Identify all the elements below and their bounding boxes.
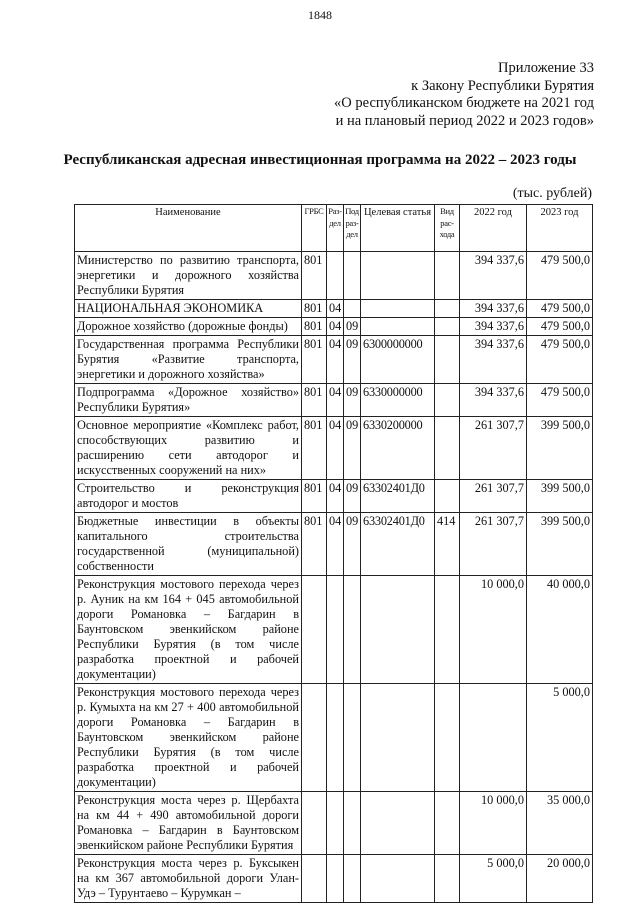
units-label: (тыс. рублей) xyxy=(512,186,592,201)
cell-year-2023: 40 000,0 xyxy=(527,576,593,684)
cell-expense-type xyxy=(435,576,460,684)
cell-name: Реконструкция моста через р. Буксыкен на км 367 автомобильной дороги Улан-Удэ – Турунтаево – Курумкан – xyxy=(75,855,302,903)
cell-expense-type xyxy=(435,417,460,480)
cell-year-2023: 399 500,0 xyxy=(527,480,593,513)
header-name: Наименование xyxy=(75,205,302,252)
appendix-line-2: к Закону Республики Бурятия xyxy=(411,77,594,94)
cell-podrazdel: 09 xyxy=(344,336,361,384)
cell-podrazdel: 09 xyxy=(344,480,361,513)
cell-name: Министерство по развитию транспорта, энергетики и дорожного хозяйства Республики Бурятия xyxy=(75,252,302,300)
cell-year-2023: 20 000,0 xyxy=(527,855,593,903)
table-row xyxy=(75,252,593,300)
cell-expense-type xyxy=(435,384,460,417)
cell-grbs xyxy=(302,684,327,792)
cell-podrazdel: 09 xyxy=(344,417,361,480)
page-number: 1848 xyxy=(308,8,332,22)
cell-target-article xyxy=(361,252,435,300)
cell-grbs: 801 xyxy=(302,300,327,318)
cell-expense-type xyxy=(435,300,460,318)
cell-year-2022: 394 337,6 xyxy=(460,336,527,384)
cell-year-2023: 479 500,0 xyxy=(527,252,593,300)
table-row xyxy=(75,792,593,855)
cell-podrazdel xyxy=(344,792,361,855)
cell-grbs: 801 xyxy=(302,417,327,480)
header-expense-type: Вид рас-хода xyxy=(435,205,460,252)
cell-year-2022: 394 337,6 xyxy=(460,300,527,318)
cell-razdel: 04 xyxy=(327,336,344,384)
cell-name: Подпрограмма «Дорожное хозяйство» Республики Бурятия» xyxy=(75,384,302,417)
cell-podrazdel xyxy=(344,252,361,300)
cell-expense-type xyxy=(435,336,460,384)
cell-razdel: 04 xyxy=(327,384,344,417)
cell-razdel xyxy=(327,855,344,903)
cell-year-2023: 479 500,0 xyxy=(527,384,593,417)
cell-target-article xyxy=(361,684,435,792)
cell-name: Реконструкция мостового перехода через р. Кумыхта на км 27 + 400 автомобильной дороги Романовка – Багдарин в Баунтовском эвенкийском районе Республики Бурятия (в том числе разработка проектной и рабочей документации) xyxy=(75,684,302,792)
cell-name: Основное мероприятие «Комплекс работ, способствующих развитию и расширению сети автодорог и искусственных сооружений на них» xyxy=(75,417,302,480)
document-title: Республиканская адресная инвестиционная программа на 2022 – 2023 годы xyxy=(63,152,577,168)
cell-year-2022: 10 000,0 xyxy=(460,576,527,684)
cell-grbs xyxy=(302,792,327,855)
cell-year-2022: 5 000,0 xyxy=(460,855,527,903)
cell-expense-type xyxy=(435,792,460,855)
cell-year-2022: 261 307,7 xyxy=(460,417,527,480)
table-row xyxy=(75,417,593,480)
cell-razdel: 04 xyxy=(327,318,344,336)
table-row xyxy=(75,318,593,336)
cell-name: Реконструкция моста через р. Щербахта на км 44 + 490 автомобильной дороги Романовка – Багдарин в Баунтовском эвенкийском районе Республики Бурятия xyxy=(75,792,302,855)
table-row xyxy=(75,480,593,513)
cell-name: Строительство и реконструкция автодорог и мостов xyxy=(75,480,302,513)
header-year-2022: 2022 год xyxy=(460,205,527,252)
cell-target-article: 6330200000 xyxy=(361,417,435,480)
cell-expense-type xyxy=(435,252,460,300)
cell-target-article xyxy=(361,318,435,336)
table-row xyxy=(75,384,593,417)
investment-program-table xyxy=(74,204,593,903)
cell-expense-type xyxy=(435,684,460,792)
cell-year-2022: 394 337,6 xyxy=(460,252,527,300)
cell-podrazdel: 09 xyxy=(344,318,361,336)
cell-target-article: 63302401Д0 xyxy=(361,513,435,576)
cell-year-2022: 394 337,6 xyxy=(460,384,527,417)
cell-razdel xyxy=(327,576,344,684)
cell-podrazdel: 09 xyxy=(344,384,361,417)
cell-year-2022: 394 337,6 xyxy=(460,318,527,336)
appendix-line-3: «О республиканском бюджете на 2021 год xyxy=(334,95,594,111)
cell-podrazdel xyxy=(344,855,361,903)
cell-expense-type xyxy=(435,855,460,903)
header-grbs: ГРБС xyxy=(302,205,327,252)
cell-razdel: 04 xyxy=(327,480,344,513)
cell-target-article xyxy=(361,792,435,855)
appendix-line-4: и на плановый период 2022 и 2023 годов» xyxy=(335,112,594,129)
cell-target-article xyxy=(361,855,435,903)
cell-razdel: 04 xyxy=(327,417,344,480)
table-body xyxy=(75,252,593,903)
cell-grbs: 801 xyxy=(302,480,327,513)
cell-name: Дорожное хозяйство (дорожные фонды) xyxy=(75,318,302,336)
appendix-reference xyxy=(334,60,594,130)
table-row xyxy=(75,300,593,318)
cell-grbs xyxy=(302,576,327,684)
cell-podrazdel xyxy=(344,300,361,318)
cell-grbs: 801 xyxy=(302,318,327,336)
cell-name: Реконструкция мостового перехода через р. Ауник на км 164 + 045 автомобильной дороги Романовка – Багдарин в Баунтовском эвенкийском районе Республики Бурятия (в том числе разработка проектной и рабочей документации) xyxy=(75,576,302,684)
cell-year-2023: 5 000,0 xyxy=(527,684,593,792)
cell-grbs: 801 xyxy=(302,513,327,576)
table-row xyxy=(75,684,593,792)
table-row xyxy=(75,336,593,384)
cell-grbs: 801 xyxy=(302,252,327,300)
cell-podrazdel xyxy=(344,684,361,792)
cell-razdel xyxy=(327,792,344,855)
cell-name: Бюджетные инвестиции в объекты капитального строительства государственной (муниципальной) собственности xyxy=(75,513,302,576)
cell-target-article: 63302401Д0 xyxy=(361,480,435,513)
cell-grbs: 801 xyxy=(302,384,327,417)
cell-name: НАЦИОНАЛЬНАЯ ЭКОНОМИКА xyxy=(75,300,302,318)
cell-name: Государственная программа Республики Бурятия «Развитие транспорта, энергетики и дорожного хозяйства» xyxy=(75,336,302,384)
cell-year-2023: 399 500,0 xyxy=(527,513,593,576)
cell-year-2023: 479 500,0 xyxy=(527,318,593,336)
cell-expense-type: 414 xyxy=(435,513,460,576)
cell-year-2023: 479 500,0 xyxy=(527,300,593,318)
appendix-line-1: Приложение 33 xyxy=(498,60,594,76)
cell-year-2023: 399 500,0 xyxy=(527,417,593,480)
cell-razdel xyxy=(327,684,344,792)
cell-expense-type xyxy=(435,318,460,336)
cell-podrazdel: 09 xyxy=(344,513,361,576)
header-razdel: Раз-дел xyxy=(327,205,344,252)
table-row xyxy=(75,513,593,576)
table-row xyxy=(75,576,593,684)
cell-grbs xyxy=(302,855,327,903)
table-header-row xyxy=(75,205,593,252)
cell-year-2022: 261 307,7 xyxy=(460,480,527,513)
header-year-2023: 2023 год xyxy=(527,205,593,252)
cell-razdel xyxy=(327,252,344,300)
table-row xyxy=(75,855,593,903)
cell-podrazdel xyxy=(344,576,361,684)
cell-razdel: 04 xyxy=(327,300,344,318)
header-target-article: Целевая статья xyxy=(361,205,435,252)
cell-target-article xyxy=(361,300,435,318)
cell-target-article: 6300000000 xyxy=(361,336,435,384)
cell-year-2023: 35 000,0 xyxy=(527,792,593,855)
cell-expense-type xyxy=(435,480,460,513)
header-podrazdel: Под раз-дел xyxy=(344,205,361,252)
cell-grbs: 801 xyxy=(302,336,327,384)
cell-target-article xyxy=(361,576,435,684)
cell-year-2023: 479 500,0 xyxy=(527,336,593,384)
cell-year-2022: 10 000,0 xyxy=(460,792,527,855)
cell-year-2022 xyxy=(460,684,527,792)
cell-razdel: 04 xyxy=(327,513,344,576)
cell-target-article: 6330000000 xyxy=(361,384,435,417)
cell-year-2022: 261 307,7 xyxy=(460,513,527,576)
